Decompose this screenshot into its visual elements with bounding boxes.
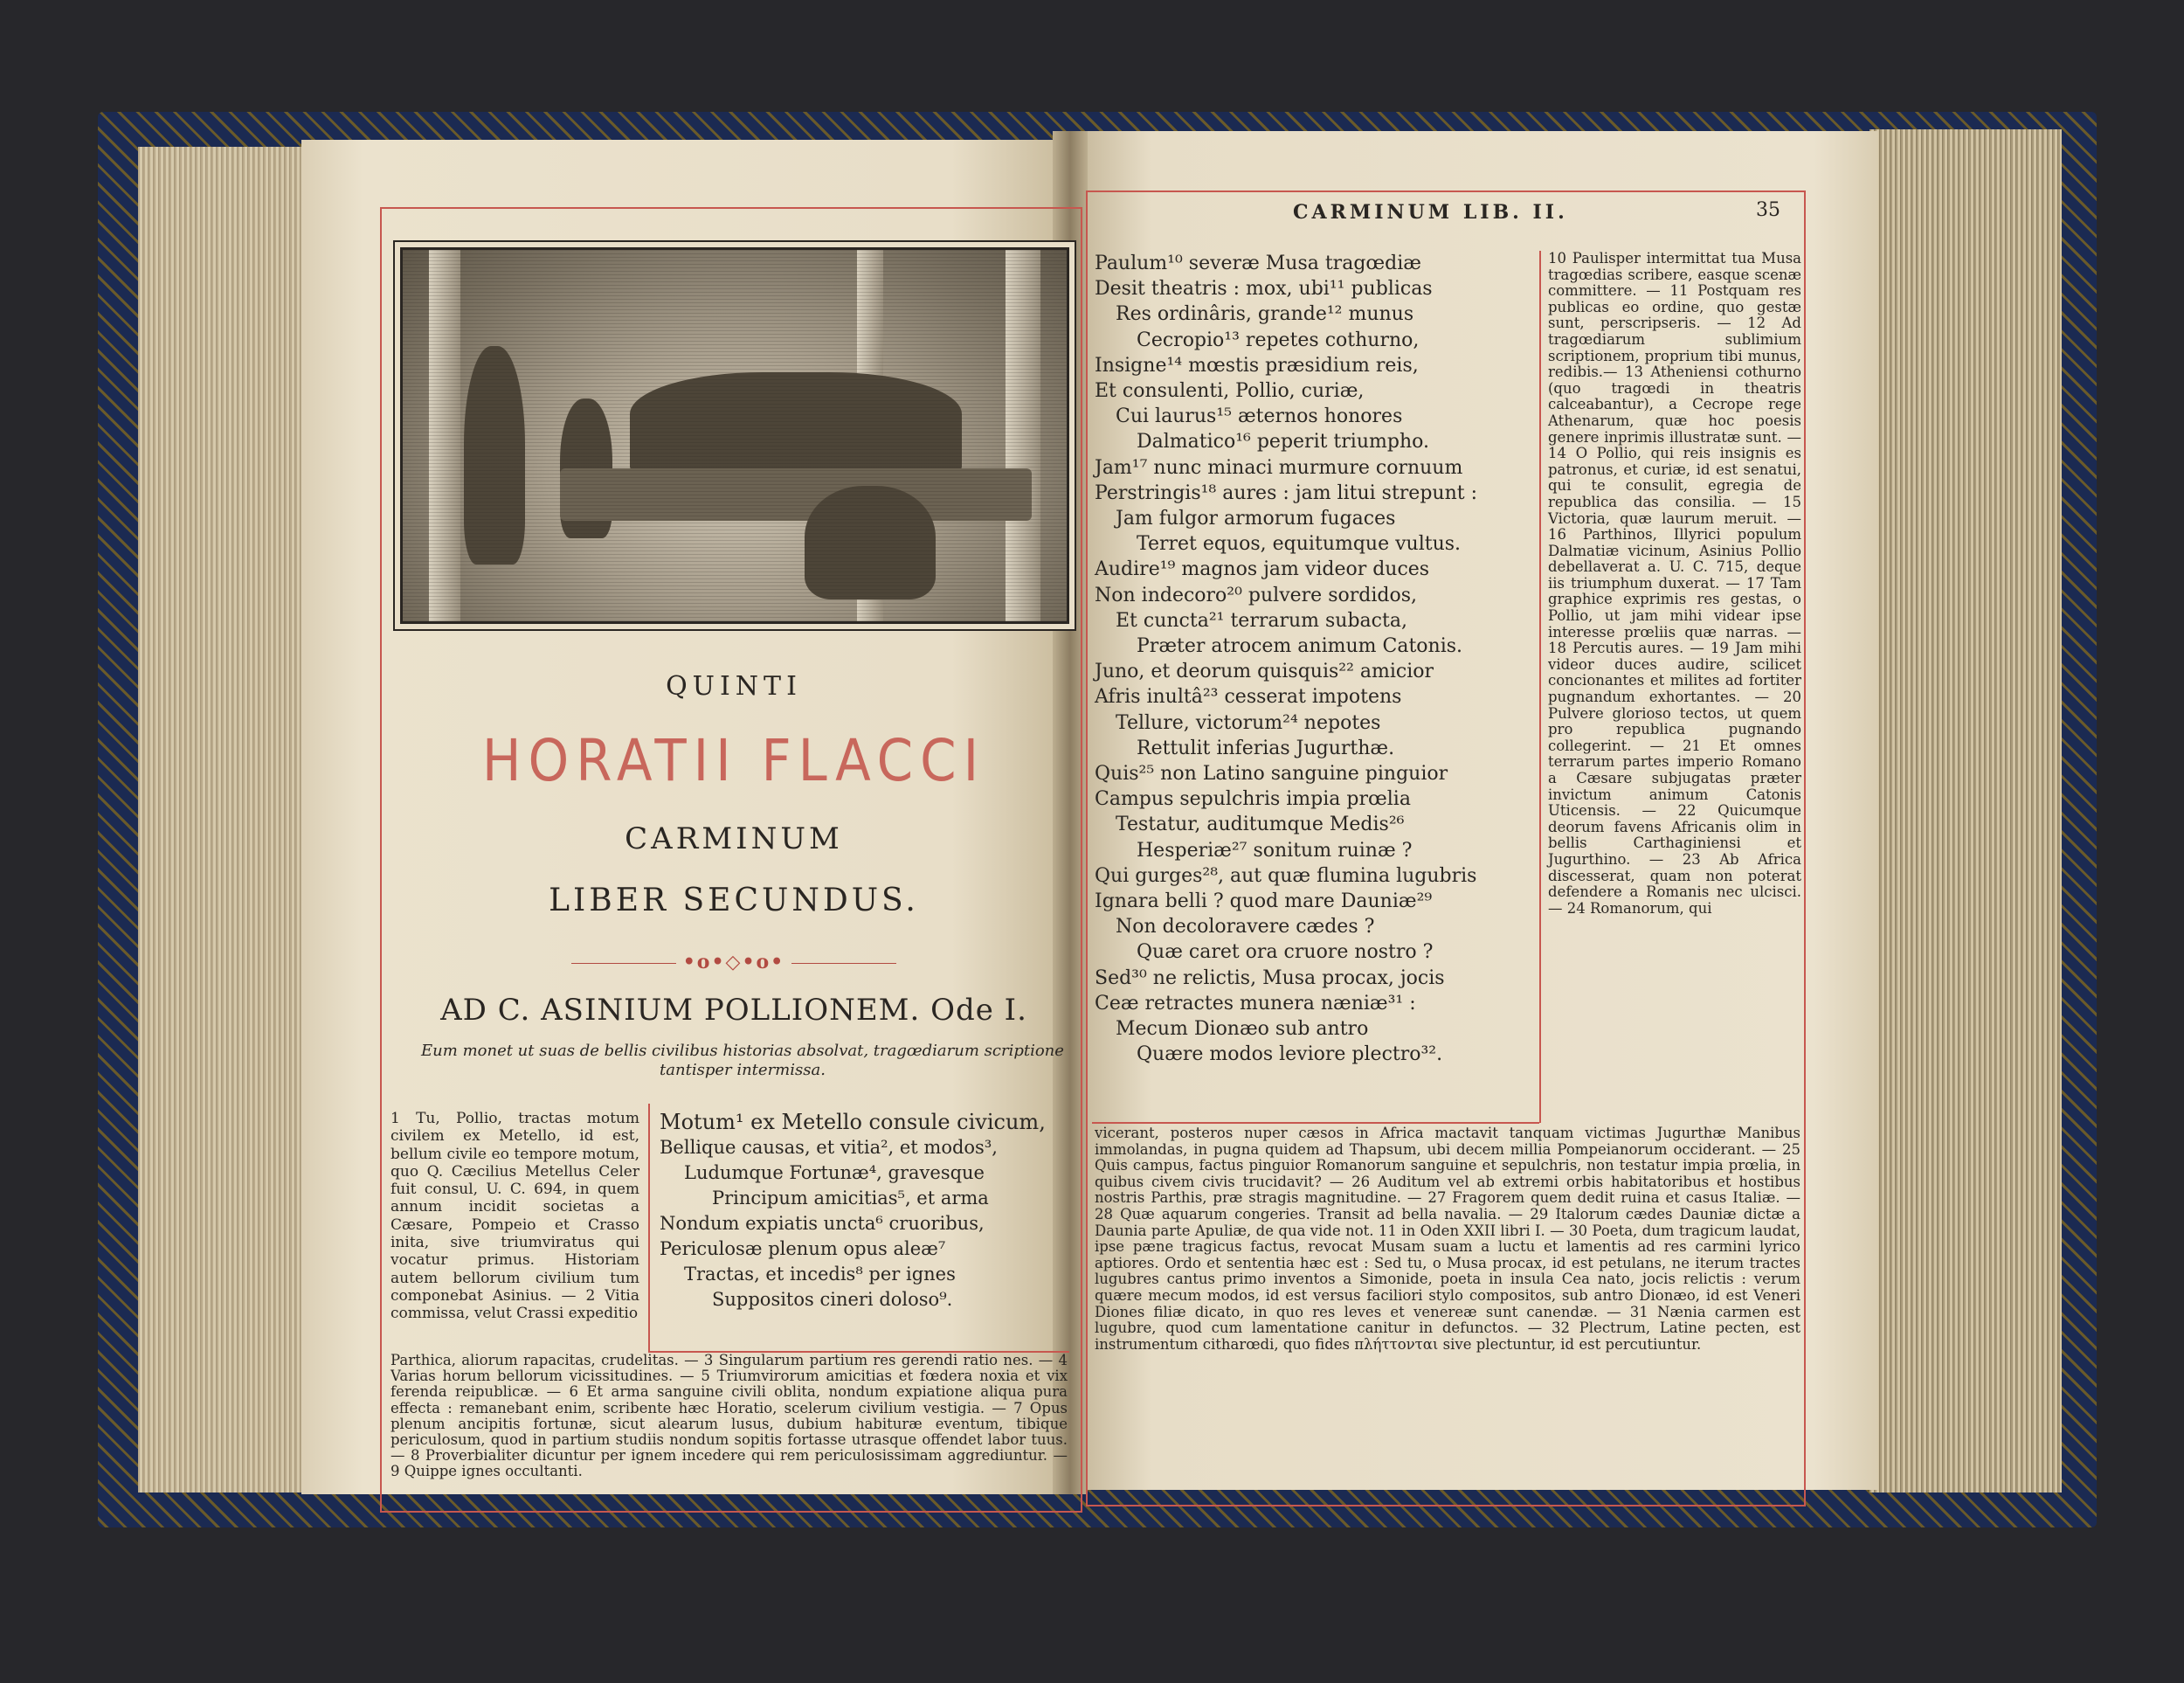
right-side-notes: 10 Paulisper intermittat tua Musa tragœdias scribere, easque scenæ committere. — 11 Postquam res publicas eo ordine, quo gestæ sunt, perscripseris. — 12 Ad tragœdiarum sublimium scriptionem, proprium tibi munus, redibis.— 13 Atheniensi cothurno (quo tragœdi in theatris calceabantur), a Cecrope rege Athenarum, quæ hoc poesis genere inprimis illustratæ sunt. — 14 O Pollio, qui reis insignis es patronus, et curiæ, id est senatui, qui te consulit, egregia de republica das consilia. — 15 Victoria, quæ laurum meruit. — 16 Parthinos, Illyrici populum Dalmatiæ vicinum, Asinius Pollio debellaverat a. U. C. 715, deque iis triumphum duxerat. — 17 Tam graphice exprimis res gestas, o Pollio, ut jam mihi videar ipse interesse prœliis quæ narras. — 18 Percutis aures. — 19 Jam mihi videor duces audire, scilicet concionantes et milites ad fortiter pugnandum exhortantes. — 20 Pulvere glorioso tectos, ut quem pro republica pugnando collegerint. — 21 Et omnes terrarum partes imperio Romano a Cæsare subjugatas præter invictum animum Catonis Uticensis. — 22 Quicumque deorum favens Africanis olim in bellis Carthaginiensi et Jugurthino. — 23 Ab Africa discesserat, quam non poterat defendere a Romanis nec ulcisci. — 24 Romanorum, qui — [1548, 250, 1801, 917]
banquet-engraving — [400, 247, 1069, 624]
poem-line: Motum¹ ex Metello consule civicum, — [660, 1110, 1046, 1134]
left-bottom-notes: Parthica, aliorum rapacitas, crudelitas. — 3 Singularum partium res gerendi ratio nes. — 4 Varias horum bellorum vicissitudines. — 5 Triumvirorum amicitias et fœdera noxia et vix ferenda reipublicæ. — 6 Et arma sanguine civili oblita, nondum expiatione aliqua pura effecta : remanebant enim, scribente hæc Horatio, scelerum civilium vestigia. — 7 Opus plenum ancipitis fortunæ, sicut alearum lusus, dubium habituræ eventum, tibique periculosum, quod in partium studiis nondum sopitis fortasse utrasque offendet labor tuus. — 8 Proverbialiter dicuntur per ignem incedere qui rem periculosissimam aggrediuntur. — 9 Quippe ignes occultanti. — [390, 1352, 1068, 1480]
poem-line: Periculosæ plenum opus aleæ⁷ — [660, 1238, 946, 1259]
bottom-notes-rule — [1092, 1122, 1539, 1124]
poem-line: Quære modos leviore plectro³². — [1137, 1043, 1443, 1066]
poem-line: Tellure, victorum²⁴ nepotes — [1116, 711, 1381, 734]
ode-heading: AD C. ASINIUM POLLIONEM. Ode I. — [440, 993, 1027, 1028]
poem-line: Sed³⁰ ne relictis, Musa procax, jocis — [1095, 966, 1445, 989]
poem-line: Insigne¹⁴ mœstis præsidium reis, — [1095, 354, 1419, 377]
poem-line: Non decoloravere cædes ? — [1116, 916, 1375, 938]
poem-line: Quis²⁵ non Latino sanguine pinguior — [1095, 763, 1448, 786]
ode-argument: Eum monet ut suas de bellis civilibus historias absolvat, tragœdiarum scriptione tantisper intermissa. — [421, 1042, 1064, 1079]
poem-line: Hesperiæ²⁷ sonitum ruinæ ? — [1137, 839, 1413, 862]
poem-line: Nondum expiatis uncta⁶ cruoribus, — [660, 1213, 985, 1234]
engraving-hatching — [403, 250, 1067, 621]
poem-line: Jam fulgor armorum fugaces — [1116, 508, 1396, 530]
poem-line: Desit theatris : mox, ubi¹¹ publicas — [1095, 278, 1433, 301]
poem-line: Terret equos, equitumque vultus. — [1137, 533, 1462, 556]
title-liber: LIBER SECUNDUS. — [549, 883, 919, 918]
running-head: CARMINUM LIB. II. — [1293, 201, 1568, 224]
poem-line: Audire¹⁹ magnos jam videor duces — [1095, 558, 1430, 581]
left-side-notes: 1 Tu, Pollio, tractas motum civilem ex Metello, id est, bellum civile eo tempore motum, quo Q. Cæcilius Metellus Celer fuit consul, U. C. 694, in quem annum incidit societas a Cæsare, Pompeio et Crasso inita, sive triumviratus qui vocatur primus. Historiam autem bellorum civilium tum componebat Asinius. — 2 Vitia commissa, velut Crassi expeditio — [390, 1110, 639, 1323]
poem-line: Qui gurges²⁸, aut quæ flumina lugubris — [1095, 864, 1477, 887]
poem-line: Rettulit inferias Jugurthæ. — [1137, 737, 1395, 759]
poem-line: Et consulenti, Pollio, curiæ, — [1095, 380, 1365, 403]
poem-line: Quæ caret ora cruore nostro ? — [1137, 941, 1434, 964]
poem-line: Res ordinâris, grande¹² munus — [1116, 303, 1414, 326]
poem-line: Paulum¹⁰ severæ Musa tragœdiæ — [1095, 253, 1421, 274]
poem-line: Suppositos cineri doloso⁹. — [712, 1289, 953, 1310]
poem-line: Ceæ retractes munera næniæ³¹ : — [1095, 992, 1416, 1015]
poem-line: Tractas, et incedis⁸ per ignes — [684, 1264, 956, 1285]
poem-line: Non indecoro²⁰ pulvere sordidos, — [1095, 584, 1417, 606]
left-poem — [660, 1110, 1070, 1312]
title-author: HORATII FLACCI — [481, 727, 986, 794]
poem-line: Ludumque Fortunæ⁴, gravesque — [684, 1162, 985, 1183]
poem-line: Dalmatico¹⁶ peperit triumpho. — [1137, 431, 1429, 454]
title-quinti: QUINTI — [666, 671, 802, 702]
poem-line: Cui laurus¹⁵ æternos honores — [1116, 405, 1403, 428]
poem-line: Perstringis¹⁸ aures : jam litui strepunt : — [1095, 481, 1477, 504]
poem-line: Testatur, auditumque Medis²⁶ — [1116, 814, 1405, 836]
poem-line: Bellique causas, et vitia², et modos³, — [660, 1137, 998, 1158]
ornament-divider — [402, 951, 1066, 973]
page-edges-right — [1870, 129, 2062, 1493]
poem-line: Afris inultâ²³ cesserat impotens — [1095, 686, 1402, 709]
page-number: 35 — [1756, 199, 1780, 221]
side-notes-rule — [1539, 251, 1541, 1123]
poem-line: Campus sepulchris impia prœlia — [1095, 788, 1411, 811]
ornament-glyph: •o•◇•o• — [682, 951, 785, 973]
poem-line: Ignara belli ? quod mare Dauniæ²⁹ — [1095, 890, 1433, 913]
right-poem — [1095, 251, 1549, 1068]
right-bottom-notes: vicerant, posteros nuper cæsos in Africa mactavit tanquam victimas Jugurthæ Manibus immolandas, in pugna quidem ad Thapsum, ubi decem millia Pompeianorum occiderant. — 25 Quis campus, factus pinguior Romanorum sanguine et sepulchris, non testatur impia prœlia, in quibus civem civis trucidavit? — 26 Auditum vel ab extremi orbis habitatoribus et hostibus nostris Parthis, præ stragis magnitudine. — 27 Fragorem quem dedit ruina et casus Italiæ. — 28 Quæ aquarum congeries. Transit ad bella navalia. — 29 Italorum cædes Dauniæ dictæ a Daunia parte Apuliæ, de qua vide not. 11 in Oden XXII libri I. — 30 Poeta, dum tragicum laudat, ipse pæne tragicus factus, revocat Musam suam a luctu et lamentis ad res carmini lyrico aptiores. Ordo et sententia hæc est : Sed tu, o Musa procax, id est petulans, ne iterum tractes lugubres cantus primo inventos a Simonide, poeta in insula Cea nato, jocis relictis : verum quære mecum modos, id est versus faciliori stylo compositos, sub antro Dionæo, id est Veneri Diones filiæ dicato, in quo res leves et venereæ sunt canendæ. — 31 Nænia carmen est lugubre, quod cum lamentatione canitur in defunctos. — 32 Plectrum, Latine pecten, est instrumentum citharœdi, quo fides πλήττονται sive plectuntur, id est percutiuntur. — [1095, 1125, 1800, 1353]
title-carminum: CARMINUM — [625, 821, 843, 856]
poem-line: Juno, et deorum quisquis²² amicior — [1095, 661, 1434, 683]
poem-line: Mecum Dionæo sub antro — [1116, 1018, 1369, 1041]
page-edges-left — [138, 147, 304, 1493]
poem-line: Præter atrocem animum Catonis. — [1137, 635, 1463, 658]
poem-line: Et cuncta²¹ terrarum subacta, — [1116, 609, 1407, 632]
poem-line: Principum amicitias⁵, et arma — [712, 1188, 989, 1209]
poem-line: Cecropio¹³ repetes cothurno, — [1137, 329, 1420, 351]
poem-line: Jam¹⁷ nunc minaci murmure cornuum — [1095, 456, 1463, 479]
